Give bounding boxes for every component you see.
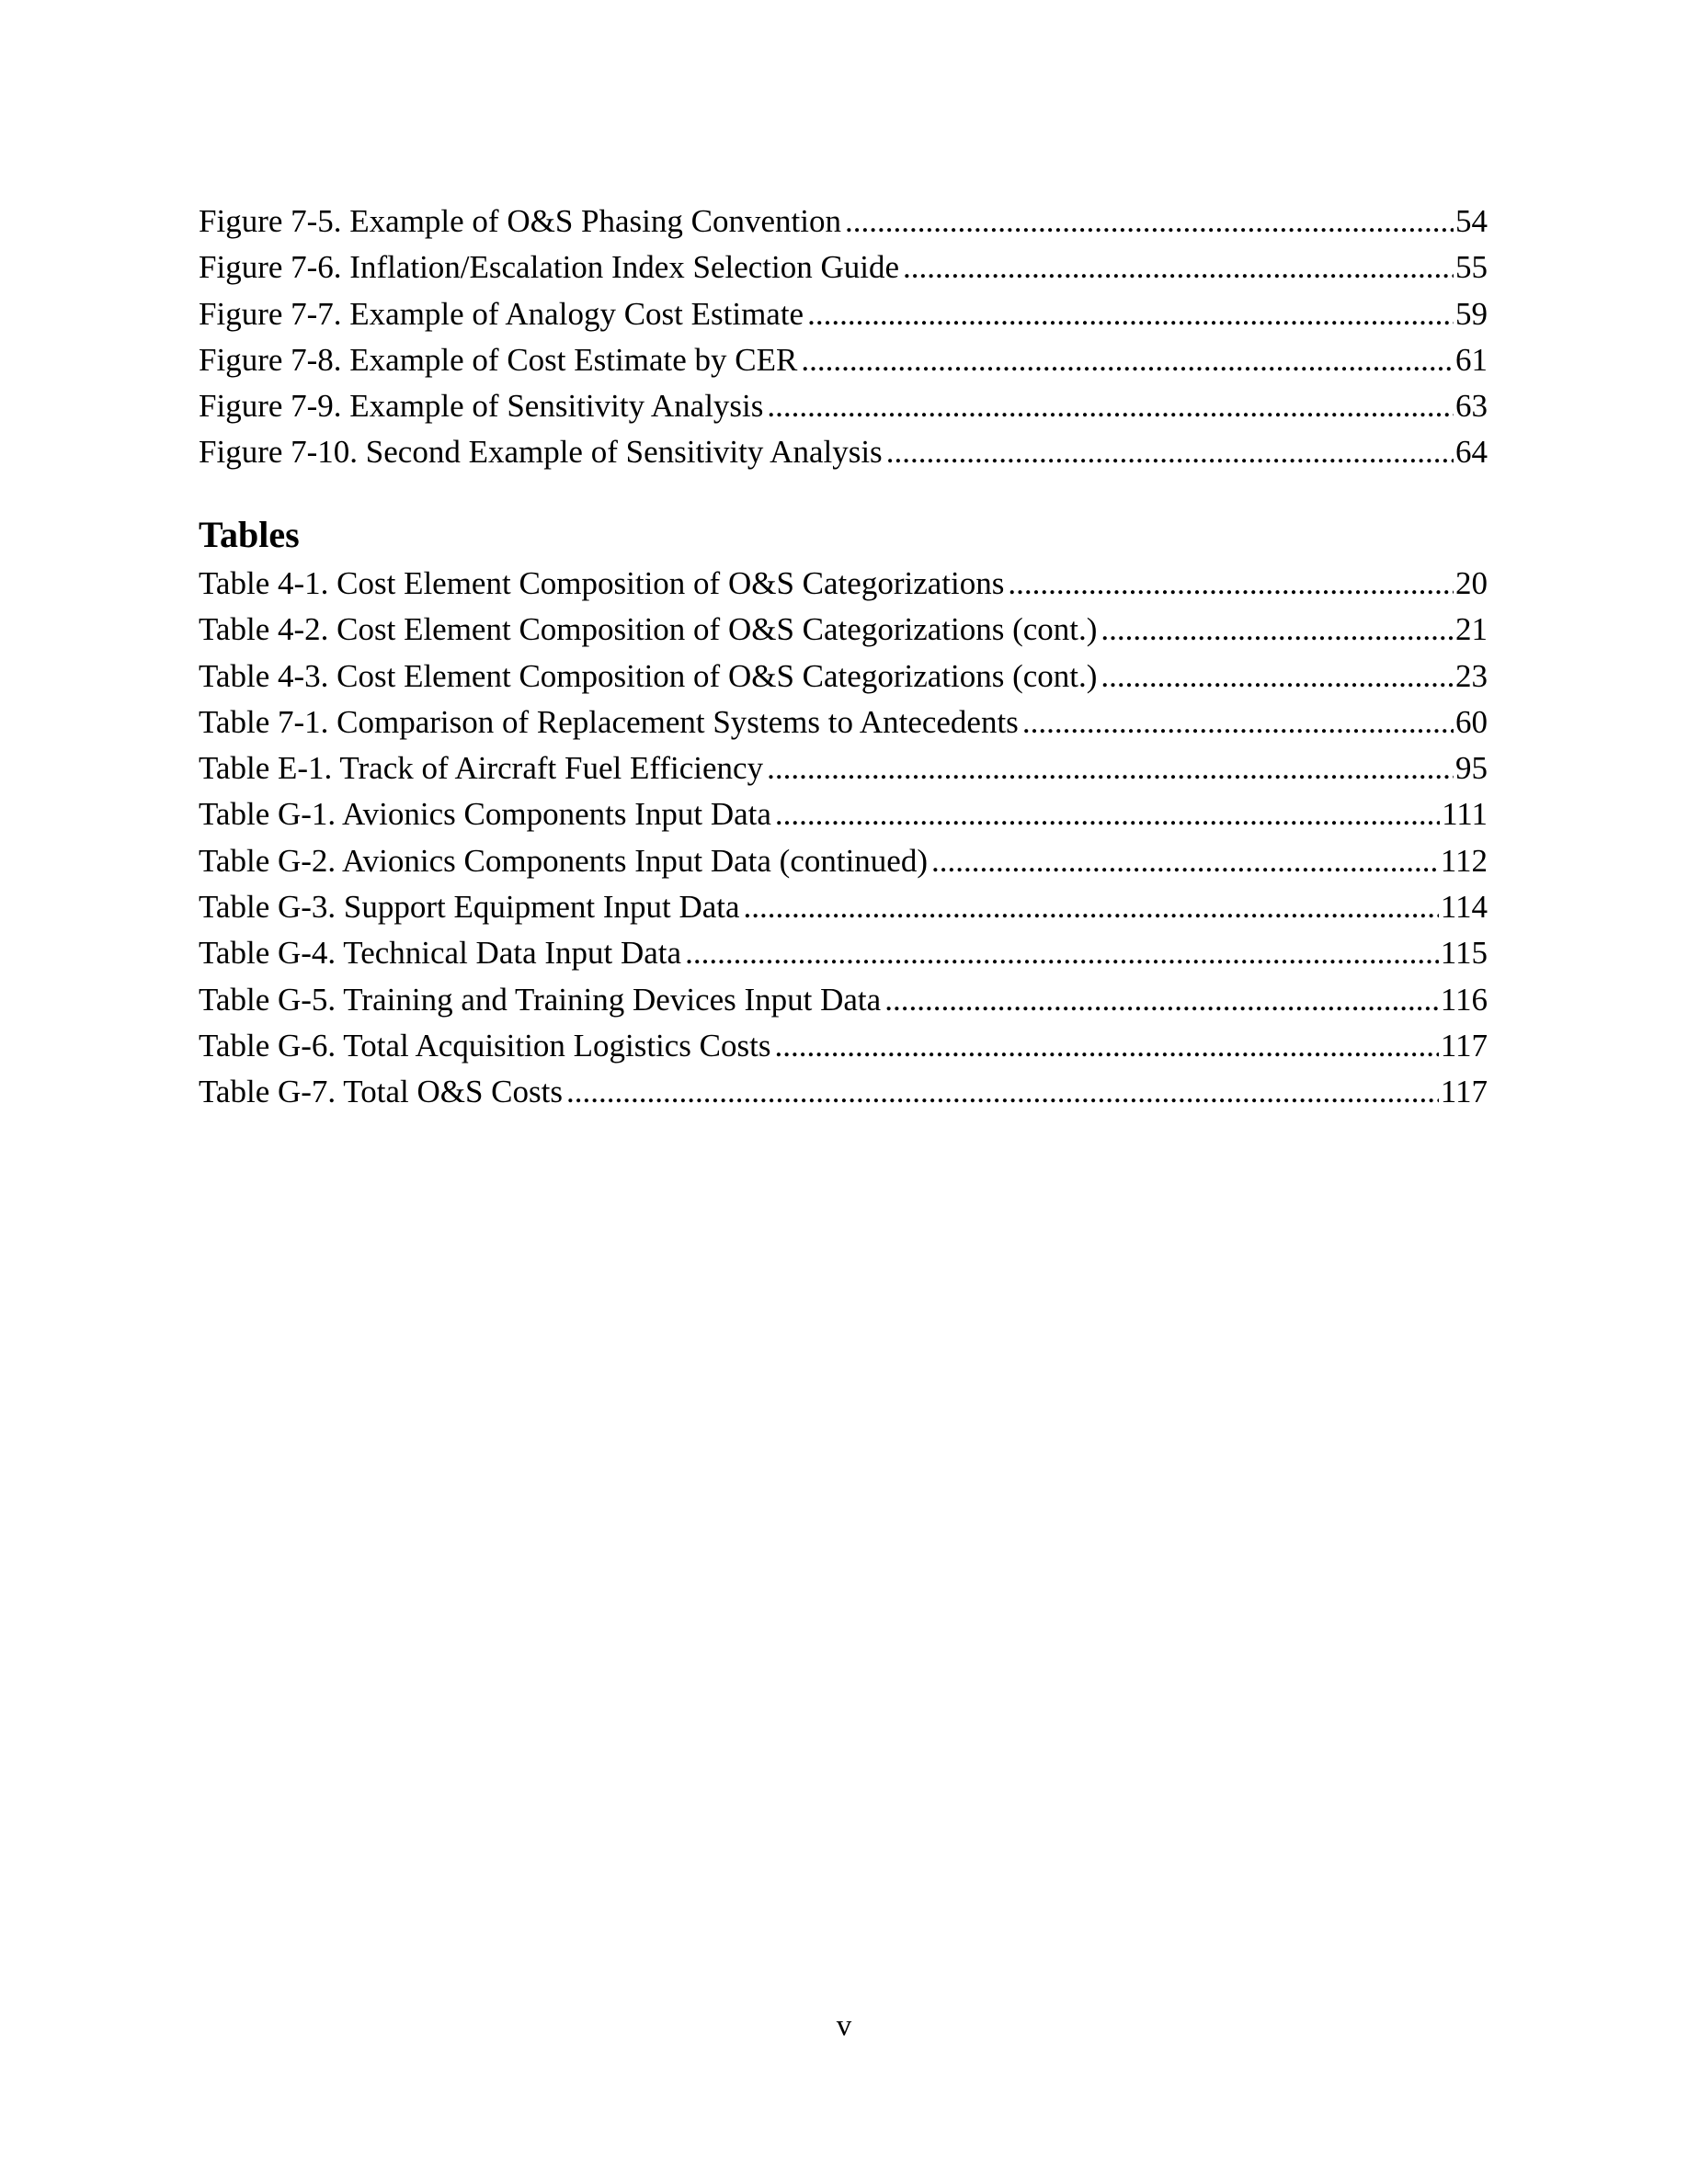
entry-page-number: 23 (1455, 657, 1488, 694)
toc-entry-table (199, 930, 1488, 976)
toc-entry-figure (199, 337, 1488, 383)
entry-title: Figure 7-9. Example of Sensitivity Analysis (199, 388, 764, 425)
entry-page-number: 54 (1455, 203, 1488, 239)
entry-page-number: 112 (1440, 842, 1488, 879)
dot-leader (903, 245, 1454, 290)
dot-leader (1022, 700, 1454, 745)
entry-title: Table 4-1. Cost Element Composition of O&S Categorizations (199, 565, 1005, 601)
toc-entry-figure (199, 291, 1488, 337)
entry-page-number: 59 (1455, 295, 1488, 332)
entry-title: Table E-1. Track of Aircraft Fuel Efficiency (199, 750, 764, 787)
dot-leader (775, 791, 1440, 837)
dot-leader (1101, 654, 1454, 700)
entry-title: Table 4-3. Cost Element Composition of O&S Categorizations (cont.) (199, 657, 1098, 694)
dot-leader (685, 930, 1439, 976)
entry-page-number: 114 (1440, 889, 1488, 926)
dot-leader (1008, 561, 1454, 607)
dot-leader (801, 337, 1454, 383)
toc-entry-table (199, 654, 1488, 700)
toc-entry-table (199, 561, 1488, 607)
entry-page-number: 117 (1440, 1027, 1488, 1064)
entry-title: Table G-1. Avionics Components Input Data (199, 796, 771, 833)
entry-page-number: 60 (1455, 703, 1488, 740)
dot-leader (807, 291, 1454, 337)
entry-page-number: 63 (1455, 388, 1488, 425)
toc-entry-figure (199, 383, 1488, 429)
entry-title: Figure 7-6. Inflation/Escalation Index Selection Guide (199, 249, 900, 286)
entry-title: Figure 7-10. Second Example of Sensitivity Analysis (199, 434, 883, 471)
toc-entry-table (199, 977, 1488, 1023)
toc-entry-figure (199, 429, 1488, 475)
dot-leader (744, 884, 1439, 930)
entry-title: Table G-5. Training and Training Devices Input Data (199, 981, 882, 1018)
dot-leader (886, 429, 1454, 475)
entry-title: Table 7-1. Comparison of Replacement Systems to Antecedents (199, 703, 1019, 740)
entry-title: Table G-2. Avionics Components Input Data (continued) (199, 842, 928, 879)
entry-title: Figure 7-5. Example of O&S Phasing Convention (199, 203, 841, 239)
toc-entry-figure (199, 245, 1488, 290)
dot-leader (1101, 607, 1454, 653)
entry-page-number: 55 (1455, 249, 1488, 286)
entry-page-number: 21 (1455, 611, 1488, 648)
entry-page-number: 116 (1440, 981, 1488, 1018)
dot-leader (767, 383, 1454, 429)
toc-entry-table (199, 838, 1488, 884)
toc-entry-table (199, 791, 1488, 837)
dot-leader (884, 977, 1439, 1023)
list-of-tables (199, 511, 1488, 1116)
entry-page-number: 64 (1455, 434, 1488, 471)
entry-title: Figure 7-8. Example of Cost Estimate by CER (199, 341, 798, 378)
tables-heading: Tables (199, 514, 300, 555)
entry-page-number: 61 (1455, 341, 1488, 378)
toc-entry-table (199, 700, 1488, 745)
entry-page-number: 115 (1440, 935, 1488, 972)
page-number: v (836, 2009, 852, 2042)
toc-entry-table (199, 745, 1488, 791)
entry-title: Figure 7-7. Example of Analogy Cost Estimate (199, 295, 804, 332)
toc-entry-figure (199, 199, 1488, 245)
dot-leader (845, 199, 1454, 245)
entry-title: Table G-7. Total O&S Costs (199, 1074, 563, 1110)
toc-entry-table (199, 1023, 1488, 1069)
toc-entry-table (199, 1069, 1488, 1115)
toc-entry-table (199, 607, 1488, 653)
entry-title: Table G-3. Support Equipment Input Data (199, 889, 740, 926)
entry-title: Table 4-2. Cost Element Composition of O&S Categorizations (cont.) (199, 611, 1098, 648)
dot-leader (774, 1023, 1438, 1069)
dot-leader (931, 838, 1439, 884)
entry-title: Table G-4. Technical Data Input Data (199, 935, 682, 972)
entry-page-number: 111 (1442, 796, 1488, 833)
entry-title: Table G-6. Total Acquisition Logistics Costs (199, 1027, 771, 1064)
entry-page-number: 117 (1440, 1074, 1488, 1110)
toc-entry-table (199, 884, 1488, 930)
dot-leader (767, 745, 1454, 791)
entry-page-number: 95 (1455, 750, 1488, 787)
entry-page-number: 20 (1455, 565, 1488, 601)
dot-leader (566, 1069, 1439, 1115)
list-of-figures (199, 199, 1488, 476)
